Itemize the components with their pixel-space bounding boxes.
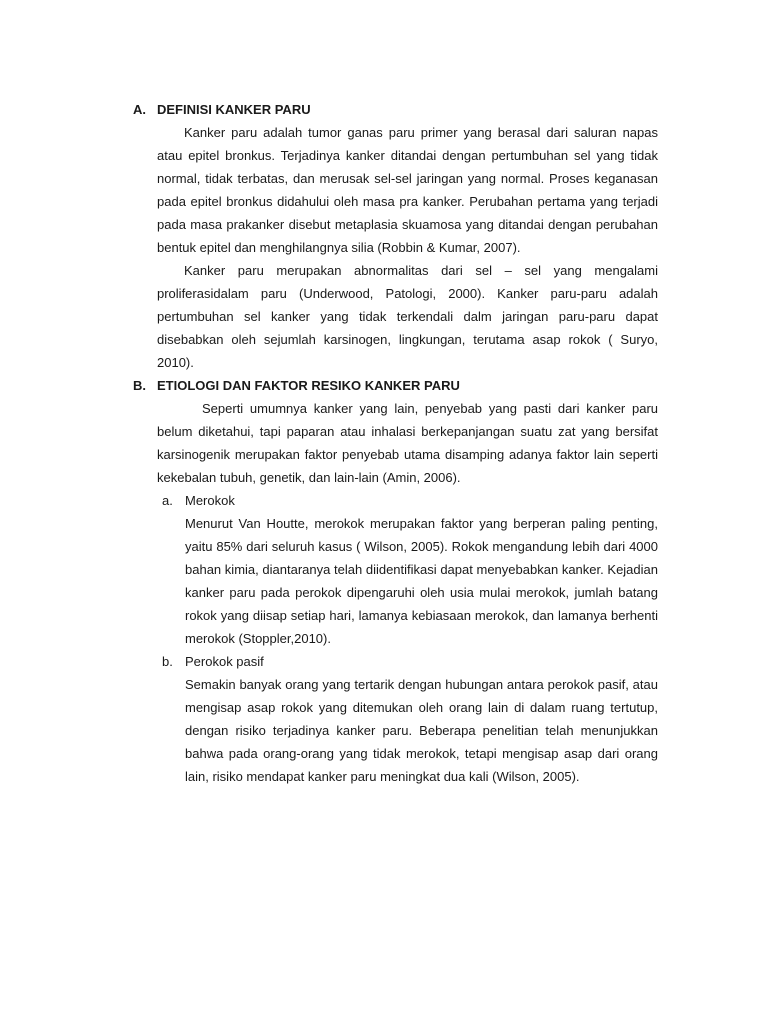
list-item-perokok-pasif	[162, 650, 658, 673]
section-a-heading	[133, 98, 658, 121]
section-b-heading	[133, 374, 658, 397]
document-content	[133, 98, 658, 788]
list-item-body: Menurut Van Houtte, merokok merupakan faktor yang berperan paling penting, yaitu 85% dari seluruh kasus ( Wilson, 2005). Rokok mengandung lebih dari 4000 bahan kimia, diantaranya telah diidentifikasi dapat menyebabkan kanker. Kejadian kanker paru pada perokok dipengaruhi oleh usia mulai merokok, jumlah batang rokok yang diisap setiap hari, lamanya kebiasaan merokok, dan lamanya berhenti merokok (Stoppler,2010).	[185, 516, 658, 646]
section-a-paragraph-2: Kanker paru merupakan abnormalitas dari sel – sel yang mengalami proliferasidalam paru (Underwood, Patologi, 2000). Kanker paru-paru adalah pertumbuhan sel kanker yang tidak terkendali dalm jaringan paru-paru dapat disebabkan oleh sejumlah karsinogen, lingkungan, terutama asap rokok ( Suryo, 2010).	[157, 263, 658, 370]
list-item-label: Perokok pasif	[185, 654, 264, 669]
list-item-merokok	[162, 489, 658, 512]
list-item-body: Semakin banyak orang yang tertarik dengan hubungan antara perokok pasif, atau mengisap asap rokok yang ditemukan oleh orang lain di dalam ruang tertutup, dengan risiko terjadinya kanker paru. Beberapa penelitian telah menunjukkan bahwa pada orang-orang yang tidak merokok, tetapi mengisap asap dari orang lain, risiko mendapat kanker paru meningkat dua kali (Wilson, 2005).	[185, 677, 658, 784]
section-b-intro: Seperti umumnya kanker yang lain, penyebab yang pasti dari kanker paru belum diketahui, tapi paparan atau inhalasi berkepanjangan suatu zat yang bersifat karsinogenik merupakan faktor penyebab utama disamping adanya faktor lain seperti kekebalan tubuh, genetik, dan lain-lain (Amin, 2006).	[157, 401, 658, 485]
section-b-title: ETIOLOGI DAN FAKTOR RESIKO KANKER PARU	[157, 378, 460, 393]
section-a-marker: A.	[133, 102, 146, 117]
list-item-label: Merokok	[185, 493, 235, 508]
section-a-title: DEFINISI KANKER PARU	[157, 102, 311, 117]
section-a-paragraph-1: Kanker paru adalah tumor ganas paru primer yang berasal dari saluran napas atau epitel bronkus. Terjadinya kanker ditandai dengan pertumbuhan sel yang tidak normal, tidak terbatas, dan merusak sel-sel jaringan yang normal. Proses keganasan pada epitel bronkus didahului oleh masa pra kanker. Perubahan pertama yang terjadi pada masa prakanker disebut metaplasia skuamosa yang ditandai dengan perubahan bentuk epitel dan menghilangnya silia (Robbin & Kumar, 2007).	[157, 125, 658, 255]
list-item-marker: b.	[162, 654, 173, 669]
list-item-marker: a.	[162, 493, 173, 508]
section-b-marker: B.	[133, 378, 146, 393]
